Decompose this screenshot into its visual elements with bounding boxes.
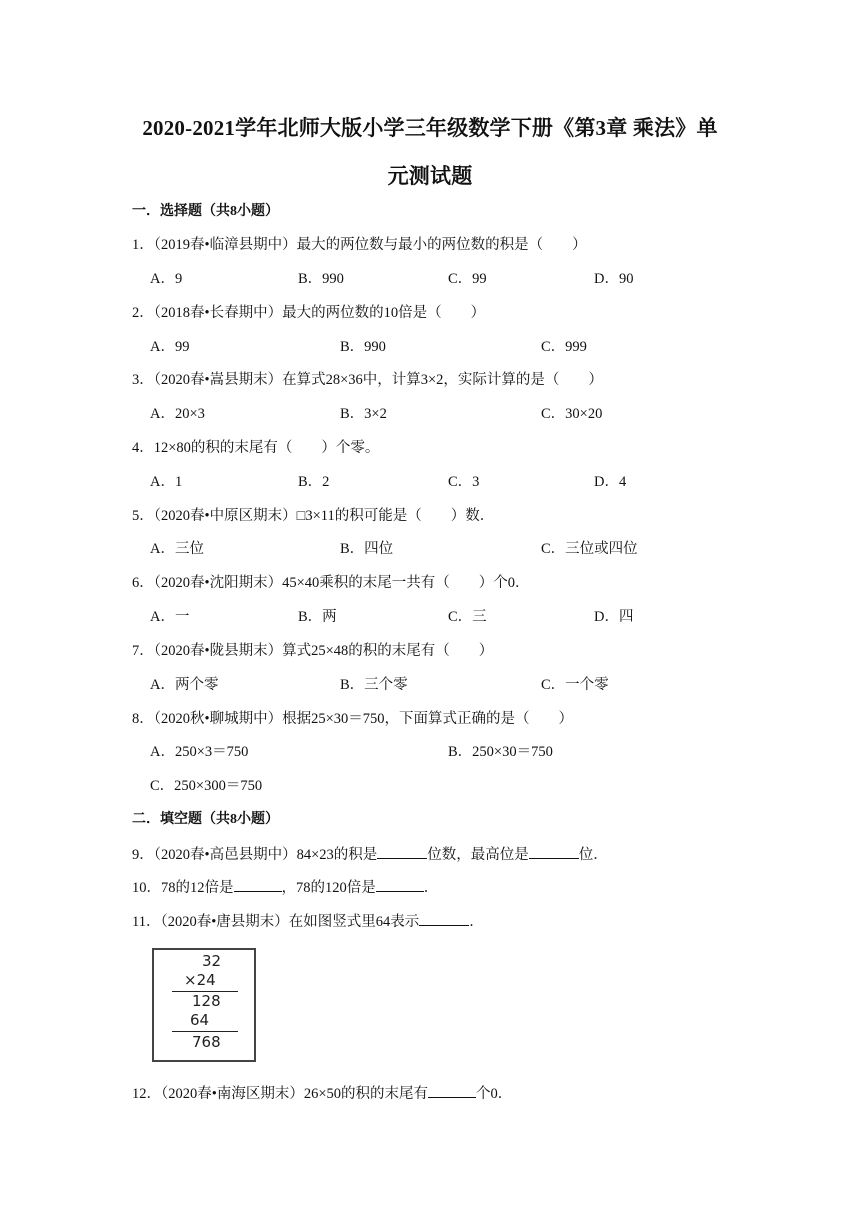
question-5-option-c: C．三位或四位 (541, 541, 638, 557)
question-1-stem: 1．（2019春•临漳县期中）最大的两位数与最小的两位数的积是（ ） (132, 237, 587, 253)
question-6-option-a: A．一 (150, 609, 190, 625)
question-9-text-3: 位． (578, 847, 608, 863)
question-10-text-1: 10．78的12倍是 (132, 880, 234, 896)
question-8-option-c: C．250×300＝750 (150, 778, 263, 794)
question-1-option-d: D．90 (594, 271, 634, 287)
question-4-option-a: A．1 (150, 474, 183, 490)
question-11-blank[interactable] (419, 911, 469, 926)
vertical-multiplication-figure (152, 948, 256, 1062)
question-2-option-c: C．999 (541, 339, 587, 355)
question-3-option-a: A．20×3 (150, 406, 205, 422)
question-9-text-2: 位数，最高位是 (427, 847, 529, 863)
question-4-stem: 4．12×80的积的末尾有（ ）个零。 (132, 440, 380, 456)
question-2-option-a: A．99 (150, 339, 190, 355)
calc-multiplicand: 32 (202, 952, 222, 970)
question-3-option-b: B．3×2 (340, 406, 387, 422)
question-2-stem: 2．（2018春•长春期中）最大的两位数的10倍是（ ） (132, 305, 486, 321)
question-6-stem: 6．（2020春•沈阳期末）45×40乘积的末尾一共有（ ）个0． (132, 575, 530, 591)
question-11-text-2: ． (469, 914, 484, 930)
question-3-stem: 3．（2020春•嵩县期末）在算式28×36中，计算3×2，实际计算的是（ ） (132, 372, 603, 388)
question-12 (132, 1083, 512, 1104)
calc-partial-product-1: 128 (192, 992, 221, 1010)
question-2-option-b: B．990 (340, 339, 386, 355)
question-5-option-b: B．四位 (340, 541, 394, 557)
question-8-option-a: A．250×3＝750 (150, 744, 249, 760)
section-heading-choice: 一．选择题（共8小题） (132, 204, 279, 219)
question-8-option-b: B．250×30＝750 (448, 744, 553, 760)
question-4-option-b: B．2 (298, 474, 330, 490)
section-heading-fill: 二．填空题（共8小题） (132, 812, 279, 827)
question-9 (132, 844, 608, 865)
calc-partial-product-2: 64 (190, 1011, 210, 1029)
question-12-blank[interactable] (428, 1083, 476, 1098)
page-title-line1: 2020-2021学年北师大版小学三年级数学下册《第3章 乘法》单 (142, 116, 718, 140)
question-9-blank-1[interactable] (377, 844, 427, 859)
question-1-option-a: A．9 (150, 271, 183, 287)
question-10-blank-1[interactable] (234, 877, 282, 892)
question-10-text-2: ，78的120倍是 (281, 880, 376, 896)
question-10-blank-2[interactable] (376, 877, 424, 892)
question-12-text-1: 12．（2020春•南海区期末）26×50的积的末尾有 (132, 1086, 429, 1102)
question-12-text-2: 个0． (476, 1086, 513, 1102)
question-7-option-b: B．三个零 (340, 677, 408, 693)
question-6-option-c: C．三 (448, 609, 487, 625)
question-11-text-1: 11．（2020春•唐县期末）在如图竖式里64表示 (132, 914, 420, 930)
question-10 (132, 877, 438, 898)
question-7-option-a: A．两个零 (150, 677, 219, 693)
question-8-stem: 8．（2020秋•聊城期中）根据25×30＝750，下面算式正确的是（ ） (132, 711, 574, 727)
question-1-option-b: B．990 (298, 271, 344, 287)
question-11 (132, 911, 484, 932)
question-6-option-d: D．四 (594, 609, 634, 625)
calc-rule-2 (172, 1031, 238, 1032)
question-7-stem: 7．（2020春•陇县期末）算式25×48的积的末尾有（ ） (132, 643, 494, 659)
question-5-option-a: A．三位 (150, 541, 204, 557)
question-1-option-c: C．99 (448, 271, 487, 287)
question-4-option-d: D．4 (594, 474, 627, 490)
question-6-option-b: B．两 (298, 609, 337, 625)
question-9-blank-2[interactable] (529, 844, 579, 859)
question-9-text-1: 9．（2020春•高邑县期中）84×23的积是 (132, 847, 378, 863)
calc-product: 768 (192, 1033, 221, 1051)
question-3-option-c: C．30×20 (541, 406, 603, 422)
question-5-stem: 5．（2020春•中原区期末）□3×11的积可能是（ ）数． (132, 508, 495, 524)
question-4-option-c: C．3 (448, 474, 480, 490)
calc-multiplier: ×24 (184, 971, 216, 989)
page-title-line2: 元测试题 (387, 164, 473, 188)
question-10-text-3: ． (423, 880, 439, 896)
question-7-option-c: C．一个零 (541, 677, 609, 693)
